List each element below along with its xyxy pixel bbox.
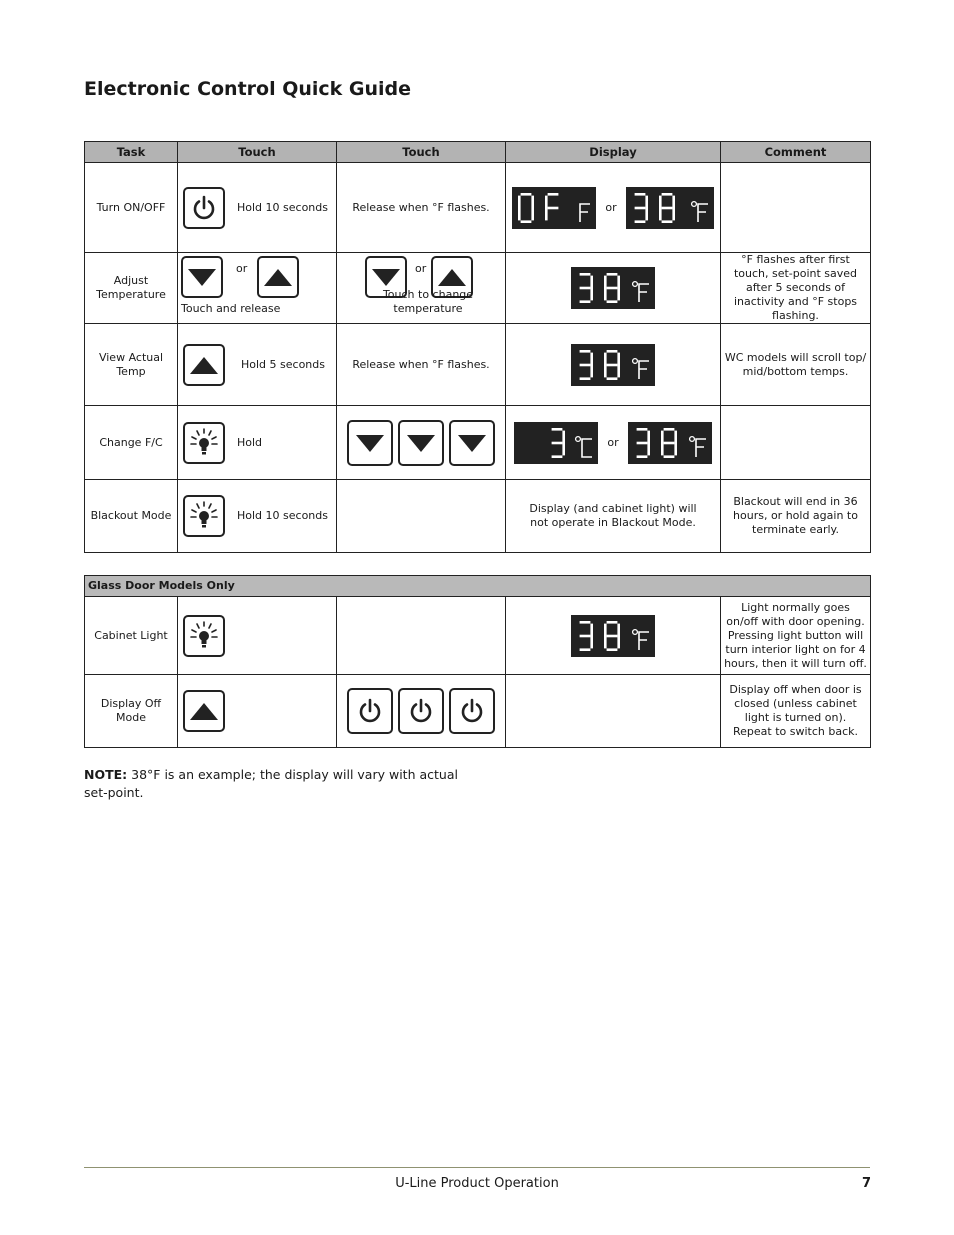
display-3c-readout [514,422,598,464]
touch2-cell: Release when °F flashes. [337,163,506,253]
light-button[interactable] [183,495,225,537]
touch1-caption: Touch and release [181,302,281,315]
power-button[interactable] [398,688,444,734]
display-38f-readout [571,344,655,386]
display-cell [506,597,721,675]
table-row [85,597,871,675]
display-38f-readout [626,187,714,229]
light-button[interactable] [183,615,225,657]
footer-text: U-Line Product Operation [395,1176,559,1191]
glass-band-row [85,576,871,597]
display-cell [506,163,721,253]
touch1-cell [178,597,337,675]
glass-door-band: Glass Door Models Only [85,576,871,597]
or-label: or [415,262,427,275]
footer-rule [84,1167,870,1168]
comment-cell: °F flashes after first touch, set-point saved after 5 seconds of inactivity and °F stops flashing. [721,253,871,324]
display-38f-readout [628,422,712,464]
touch2-cell: Release when °F flashes. [337,324,506,406]
note-paragraph [84,766,464,802]
glass-door-table [84,575,871,748]
display-cell [506,675,721,748]
display-cell [506,406,721,480]
page-number: 7 [862,1176,872,1191]
header-display: Display [506,142,721,163]
down-button[interactable] [398,420,444,466]
touch1-cell [178,675,337,748]
display-38f-readout [571,615,655,657]
touch2-cell [337,675,506,748]
touch1-instruction: Hold 10 seconds [237,200,328,214]
comment-cell: Light normally goes on/off with door opening. Pressing light button will turn interior light on for 4 hours, then it will turn off. [721,597,871,675]
quick-guide-table [84,141,871,553]
touch1-cell [178,406,337,480]
note-label: NOTE: [84,767,128,782]
display-38f-readout [571,267,655,309]
display-cell [506,253,721,324]
up-button[interactable] [183,690,225,732]
display-cell [506,324,721,406]
table-row [85,163,871,253]
touch2-caption: Touch to change temperature [382,288,474,315]
down-button[interactable] [347,420,393,466]
display-off-readout [512,187,596,229]
comment-cell: Blackout will end in 36 hours, or hold again to terminate early. [721,480,871,553]
or-label: or [605,200,617,214]
touch1-instruction: Hold 5 seconds [241,357,325,371]
touch2-cell [337,480,506,553]
comment-cell: WC models will scroll top/ mid/bottom temps. [721,324,871,406]
touch2-cell [337,253,506,324]
touch1-cell [178,480,337,553]
down-button[interactable] [449,420,495,466]
up-button[interactable] [257,256,299,298]
page-title: Electronic Control Quick Guide [84,78,412,100]
light-button[interactable] [183,422,225,464]
table-row [85,480,871,553]
header-comment: Comment [721,142,871,163]
down-button[interactable] [181,256,223,298]
table-row [85,675,871,748]
power-button[interactable] [347,688,393,734]
task-cell: View Actual Temp [85,324,178,406]
header-touch-2: Touch [337,142,506,163]
touch1-instruction: Hold 10 seconds [237,509,328,522]
touch2-cell [337,406,506,480]
display-cell: Display (and cabinet light) will not operate in Blackout Mode. [506,480,721,553]
task-cell: Turn ON/OFF [85,163,178,253]
table-header-row [85,142,871,163]
table-row [85,253,871,324]
touch1-cell [178,163,337,253]
header-task: Task [85,142,178,163]
comment-cell: Display off when door is closed (unless cabinet light is turned on). Repeat to switch back. [721,675,871,748]
task-cell: Adjust Temperature [85,253,178,324]
touch1-cell [178,324,337,406]
note-text: 38°F is an example; the display will vary with actual set-point. [84,767,458,800]
task-cell: Change F/C [85,406,178,480]
task-cell: Display Off Mode [85,675,178,748]
touch1-instruction: Hold [237,435,263,449]
or-label: or [607,435,619,449]
comment-cell [721,406,871,480]
power-button[interactable] [449,688,495,734]
table-row [85,324,871,406]
power-button[interactable] [183,187,225,229]
touch1-cell [178,253,337,324]
comment-cell [721,163,871,253]
header-touch-1: Touch [178,142,337,163]
task-cell: Cabinet Light [85,597,178,675]
touch2-cell [337,597,506,675]
table-row [85,406,871,480]
or-label: or [236,262,248,275]
task-cell: Blackout Mode [85,480,178,553]
up-button[interactable] [183,344,225,386]
